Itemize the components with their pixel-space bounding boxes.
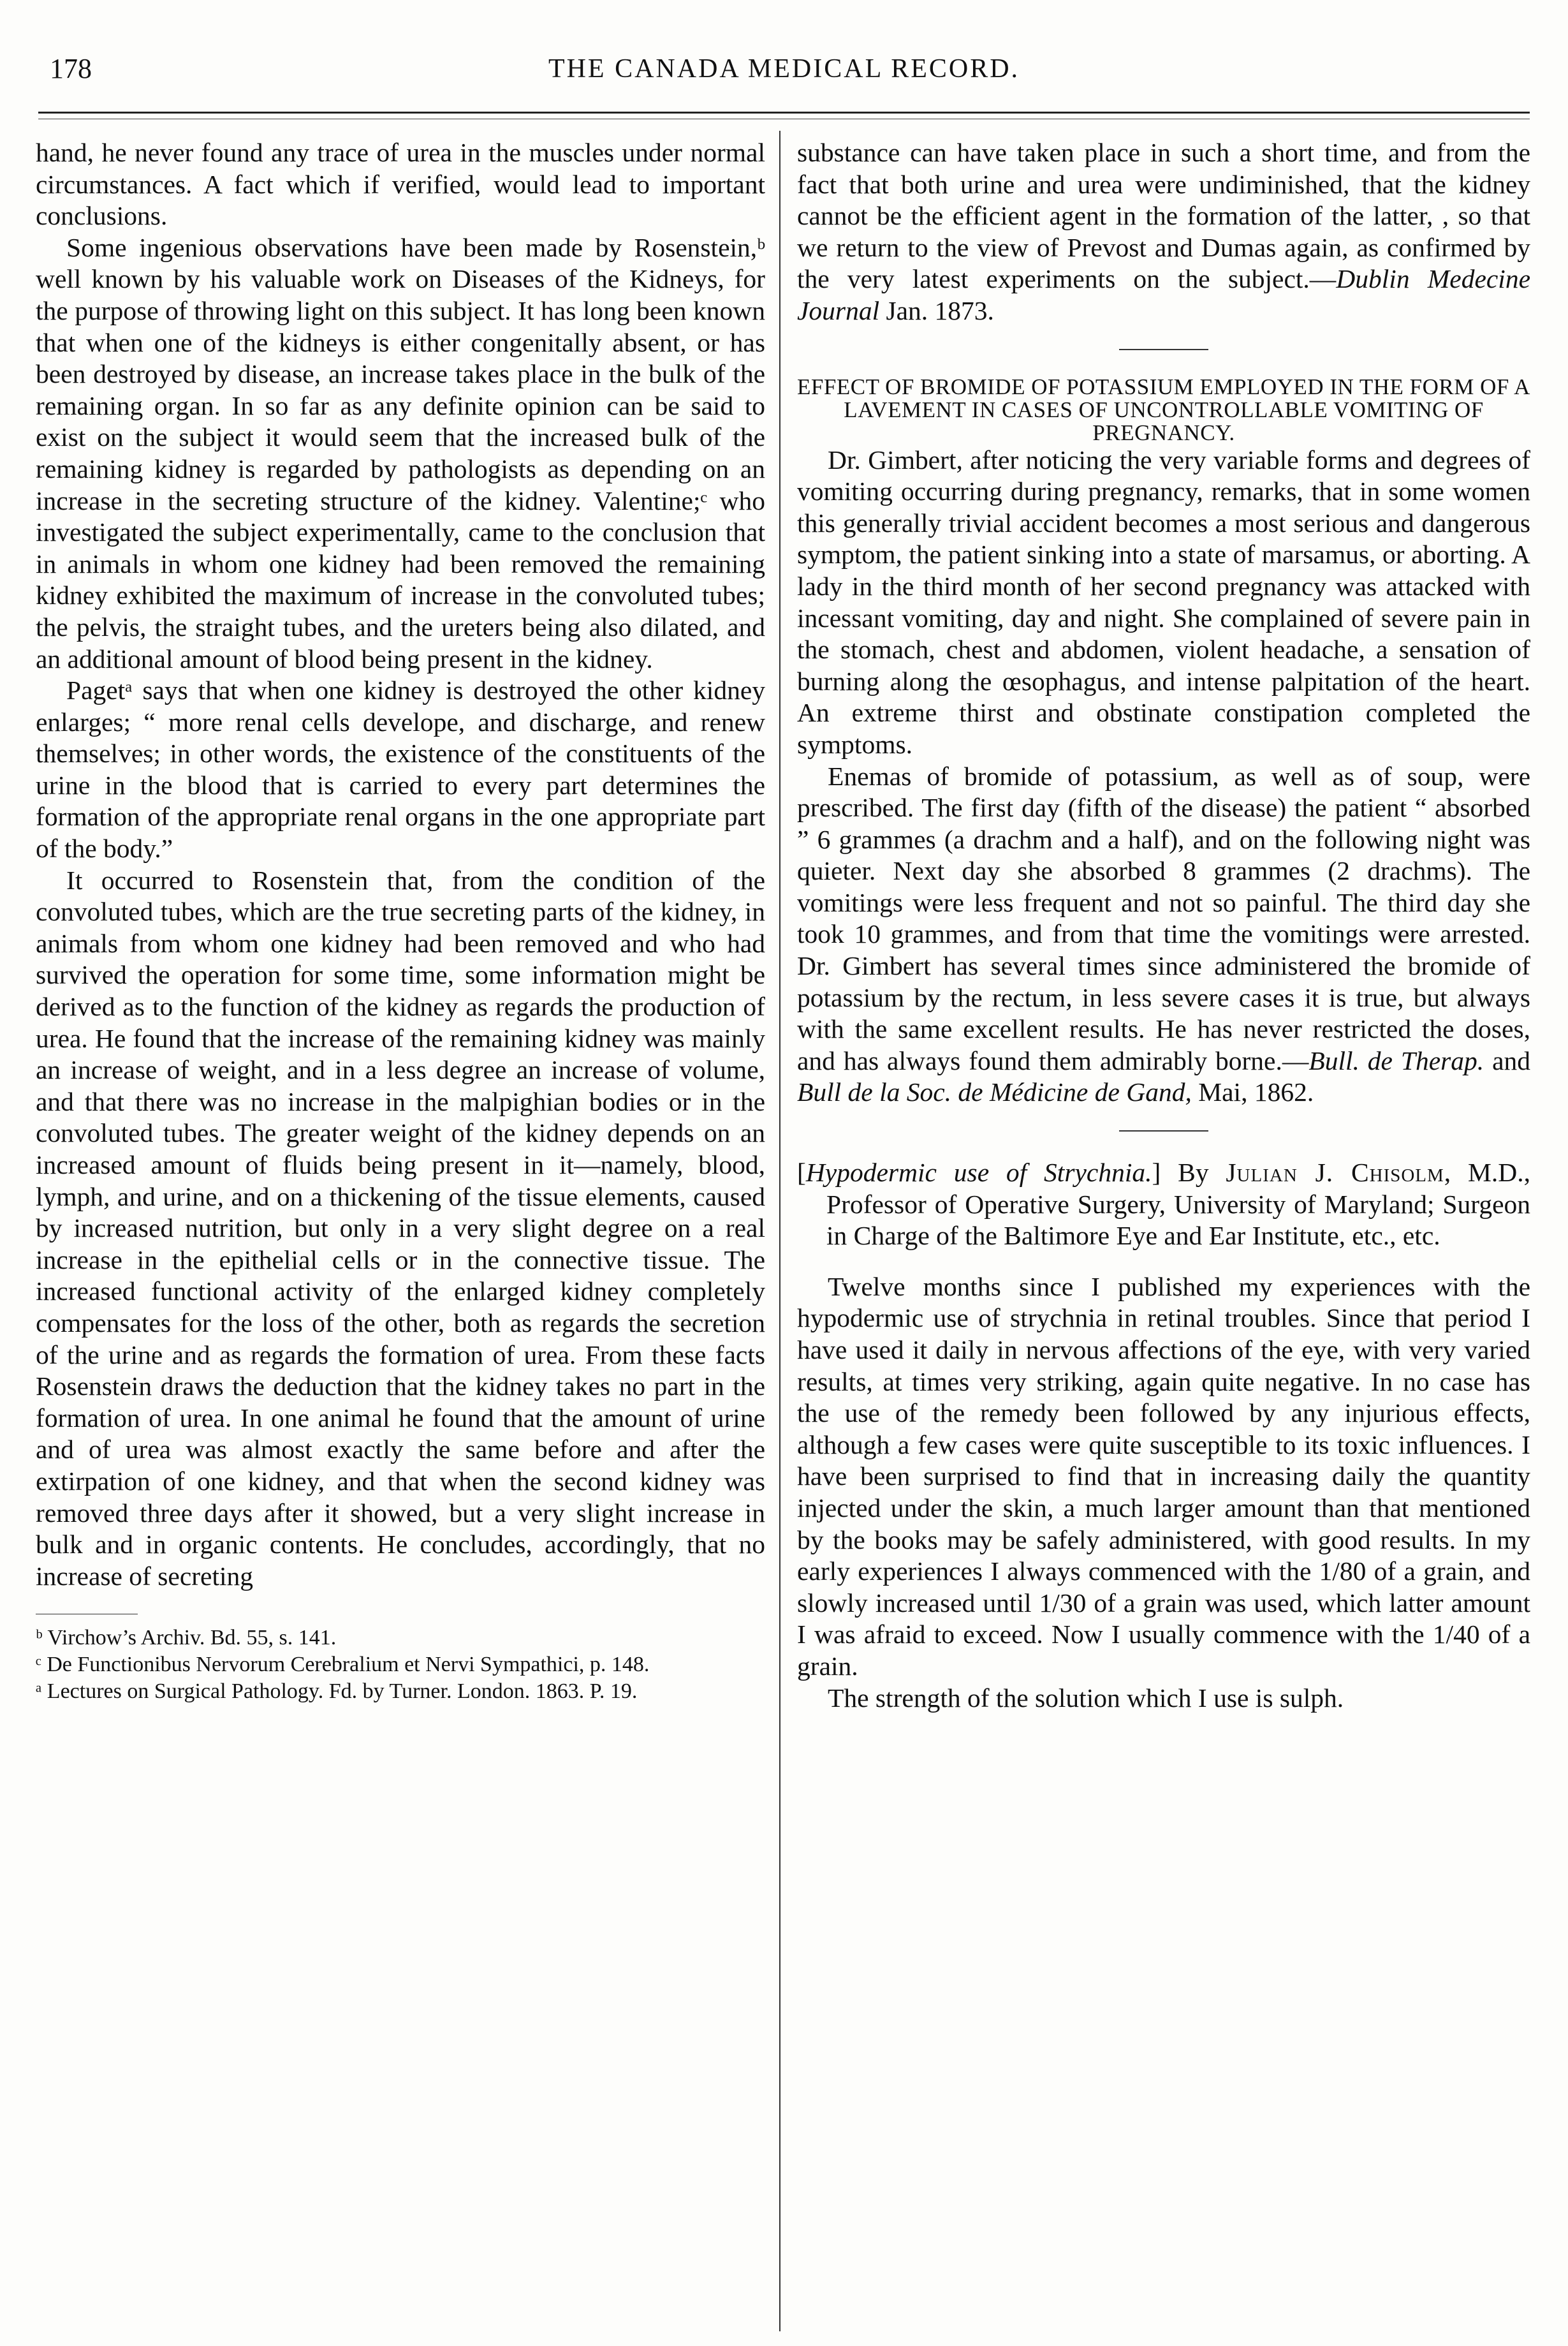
citation-date: Mai, 1862.: [1191, 1077, 1314, 1107]
page-number: 178: [50, 53, 92, 84]
footnote: ᶜ De Functionibus Nervorum Cerebralium et Nervi Sympathici, p. 148.: [36, 1653, 650, 1677]
paragraph: Some ingenious observations have been made by Rosenstein,ᵇ well known by his valuable work on Diseases of the Kidneys, for the purpose of throwing light on this subject. It has long been known that when one of the kidneys is either congenitally absent, or has been destroyed by disease, an increase takes place in the bulk of the remaining organ. In so far as any definite opinion can be said to exist on the subject it would seem that the increased bulk of the remaining kidney is regarded by pathologists as depending on an increase in the secreting structure of the kidney. Valentine;ᶜ who investigated the subject experimentally, came to the conclusion that in animals in whom one kidney had been removed the remaining kidney exhibited the maximum of increase in the convoluted tubes; the pelvis, the straight tubes, and the ureters being also dilated, and an additional amount of blood being present in the kidney.: [36, 232, 765, 674]
footnote: ᵃ Lectures on Surgical Pathology. Fd. by Turner. London. 1863. P. 19.: [36, 1679, 638, 1704]
paragraph: The strength of the solution which I use is sulph.: [828, 1683, 1344, 1713]
paragraph: hand, he never found any trace of urea in the muscles under normal circumstances. A fact which if verified, would lead to important conclusions.: [36, 138, 765, 231]
column-separator: [779, 131, 780, 2331]
bracket: [: [797, 1158, 806, 1188]
paragraph-text: Enemas of bromide of potassium, as well as of soup, were prescribed. The first day (fifth of the disease) the patient “ absorbed ” 6 grammes (a drachm and a half), and on the following night was quieter. Next day she absorbed 8 grammes (2 drachms). The vomitings were less frequent and not so painful. The third day she took 10 grammes, and from that time the vomitings were arrested. Dr. Gimbert has several times since administered the bromide of potassium by the rectum, in less severe cases it is true, but always with the same excellent results. He has never restricted the doses, and has always found them admirably borne.—: [797, 761, 1530, 1075]
citation-date: Jan. 1873.: [879, 295, 994, 325]
running-title: THE CANADA MEDICAL RECORD.: [548, 54, 1020, 84]
article-title: EFFECT OF BROMIDE OF POTASSIUM EMPLOYED IN THE FORM OF A LAVEMENT IN CASES OF UNCONTROLLABLE VOMITING OF PREGNANCY.: [797, 374, 1530, 445]
section-divider: [1119, 349, 1208, 350]
article-title: Hypodermic use of Strychnia.: [805, 1158, 1152, 1188]
paragraph: It occurred to Rosenstein that, from the condition of the convoluted tubes, which are the true secreting parts of the kidney, in animals from whom one kidney had been removed and who had survived the operation for some time, some information might be derived as to the function of the kidney as regards the production of urea. He found that the increase of the remaining kidney was mainly an increase of weight, and in a less degree an increase of volume, and that there was no increase in the malpighian bodies or in the convoluted tubes. The greater weight of the kidney depends on an increased amount of fluids being present in it—namely, blood, lymph, and urine, and on a thickening of the tissue elements, caused by increased nutrition, but only in a very slight degree on a real increase in the epithelial cells or in the connective tissue. The increased functional activity of the enlarged kidney completely compensates for the loss of the other, both as regards the secretion of the urine and as regards the formation of urea. From these facts Rosenstein draws the deduction that the kidney takes no part in the formation of urea. In one animal he found that the amount of urine and of urea was almost exactly the same before and after the extirpation of one kidney, and that when the second kidney was removed three days after it showed, but a very slight increase in bulk and in organic contents. He concludes, accordingly, that no increase of secreting: [36, 865, 765, 1591]
citation: Dublin Medecine Journal: [797, 264, 1530, 325]
continued-paragraph: [797, 137, 1530, 327]
bracket: ]: [1152, 1158, 1161, 1188]
author-name: Julian J. Chisolm: [1226, 1158, 1444, 1188]
paragraph: Dr. Gimbert, after noticing the very variable forms and degrees of vomiting occurring during pregnancy, remarks, that in some women this generally trivial accident becomes a most serious and dangerous symptom, the patient sinking into a state of marsamus, or aborting. A lady in the third month of her second pregnancy was attacked with incessant vomiting, day and night. She complained of severe pain in the stomach, chest and abdomen, violent headache, a sensation of burning along the œsophagus, and intense palpitation of the heart. An extreme thirst and obstinate constipation completed the symptoms.: [797, 445, 1530, 759]
paragraph: Pagetᵃ says that when one kidney is destroyed the other kidney enlarges; “ more renal cells develope, and discharge, and renew themselves; in other words, the existence of the constituents of the urine in the blood that is carried to every part determines the formation of the appropriate renal organs in the one appropriate part of the body.”: [36, 675, 765, 864]
footnotes: [36, 1625, 765, 1705]
right-column: [797, 137, 1530, 1714]
citation-join: and: [1484, 1045, 1531, 1075]
paragraph: Twelve months since I published my experiences with the hypodermic use of strychnia in retinal troubles. Since that period I have used it daily in nervous affections of the eye, with very varied results, at times very striking, again quite negative. In no case has the use of the remedy been followed by any injurious effects, although a few cases were quite susceptible to its toxic influences. I have been surprised to find that in increasing daily the quantity injected under the skin, a much larger amount than that mentioned by the books may be safely administered, with good results. In my early experiences I always commenced with the 1/80 of a grain, and slowly increased until 1/30 of a grain was used, which latter amount I was afraid to exceed. Now I usually commence with the 1/40 of a grain.: [797, 1271, 1530, 1681]
paragraph: [797, 761, 1530, 1109]
author-credentials: , M.D., Professor of Operative Surgery, University of Maryland; Surgeon in Charge of the Baltimore Eye and Ear Institute, etc., etc.: [826, 1158, 1530, 1251]
page-header: [38, 40, 1530, 91]
citation: Bull. de Therap.: [1308, 1045, 1484, 1075]
article-byline: [797, 1157, 1530, 1252]
footnote: ᵇ Virchow’s Archiv. Bd. 55, s. 141.: [36, 1626, 337, 1650]
citation: Bull de la Soc. de Médicine de Gand,: [797, 1077, 1192, 1107]
section-divider: [1119, 1130, 1208, 1132]
left-column: [36, 137, 765, 1705]
paragraph-text: substance can have taken place in such a short time, and from the fact that both urine and urea were undiminished, that the kidney cannot be the efficient agent in the formation of the latter, , so that we return to the view of Prevost and Dumas again, as confirmed by the very latest experiments on the subject.—: [797, 138, 1530, 294]
header-rule: [38, 112, 1530, 114]
byline-by: By: [1161, 1158, 1226, 1188]
